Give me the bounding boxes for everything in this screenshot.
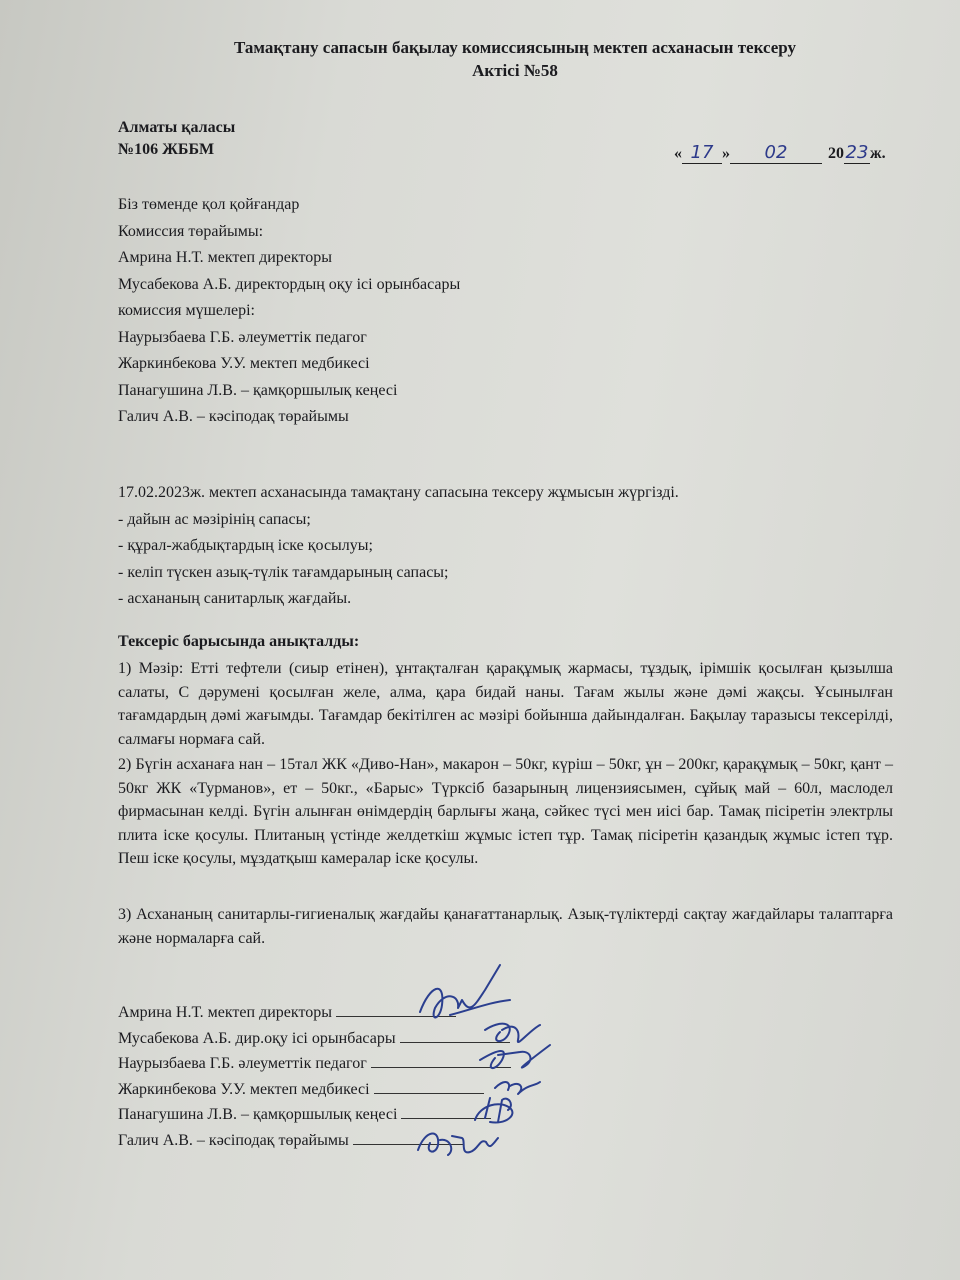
finding-1: 1) Мәзір: Етті тефтели (сиыр етінен), ұнтақталған қарақұмық жармасы, тұздық, ірімшік қосылған қызылша салаты, С дәрумені қосылған желе, алма, қара бидай наны. Тағам жылы және дәмі жақсы. Ұсынылған тағамдардың дәмі жағымды. Тағамдар бекітілген ас мәзірі бойынша дайындалған. Бақылау таразысы тексерілді, салмағы нормаға сай. <box>118 660 893 748</box>
intro-line: Панагушина Л.В. – қамқоршылық кеңесі <box>118 381 398 399</box>
intro-line: Біз төменде қол қойғандар <box>118 196 300 213</box>
intro-line: Амрина Н.Т. мектеп директоры <box>118 249 332 266</box>
date-open-quote: « <box>674 145 682 162</box>
signature-amrina <box>420 965 510 1017</box>
intro-line: комиссия мүшелері: <box>118 302 255 319</box>
title-line-2: Актісі №58 <box>472 61 558 80</box>
finding-3: 3) Асхананың санитарлы-гигиеналық жағдайы қанағаттанарлық. Азық-түліктерді сақтау жағдайлары талаптарға және нормаларға сай. <box>118 906 893 947</box>
signer-name: Галич А.В. – кәсіподақ төрайымы <box>118 1131 349 1149</box>
date-year-suffix: 23 <box>845 142 869 163</box>
title-line-1: Тамақтану сапасын бақылау комиссиясының мектеп асханасын тексеру <box>233 38 796 57</box>
inspection-line: - келіп түскен азық-түлік тағамдарының сапасы; <box>118 563 449 581</box>
signer-name: Наурызбаева Г.Б. әлеуметтік педагог <box>118 1055 367 1072</box>
signature-panagushina <box>475 1098 512 1123</box>
school-label: №106 ЖББМ <box>118 141 215 158</box>
intro-line: Жаркинбекова У.У. мектеп медбикесі <box>118 355 370 372</box>
act-date <box>674 142 886 164</box>
signature-zharkinbekova <box>495 1082 540 1094</box>
signature-nauryzbaeva <box>480 1045 550 1068</box>
findings-heading: Тексеріс барысында анықталды: <box>118 633 360 650</box>
inspection-line: 17.02.2023ж. мектеп асханасында тамақтану сапасына тексеру жұмысын жүргізді. <box>118 484 679 501</box>
commission-list <box>118 192 460 431</box>
date-suffix: ж. <box>870 145 886 162</box>
signer-name: Жаркинбекова У.У. мектеп медбикесі <box>118 1080 370 1098</box>
signer-name: Панагушина Л.В. – қамқоршылық кеңесі <box>118 1106 398 1123</box>
intro-line: Мусабекова А.Б. директордың оқу ісі орынбасары <box>118 275 461 293</box>
inspection-line: - асхананың санитарлық жағдайы. <box>118 590 352 607</box>
signer-name: Мусабекова А.Б. дир.оқу ісі орынбасары <box>118 1029 396 1047</box>
finding-2: 2) Бүгін асханаға нан – 15тал ЖК «Диво-Нан», макарон – 50кг, күріш – 50кг, ұн – 200кг, қарақұмық – 50кг, қант – 50кг ЖК «Турманов», ет – 50кг., «Барыс» Түрксіб базарының лицензиясымен, сұйық май – 60л, маслодел фирмасынан келді. Бүгін алынған өнімдердің барлығы жаңа, сәйкес түсі мен иісі бар. Тамақ пісіретін электрлы плита іске қосулы. Плитаның үстінде желдеткіш жұмыс істеп тұр. Тамақ пісіретін қазандық жұмыс істеп тұр. Пеш іске қосулы, мұздатқыш камералар іске қосулы. <box>118 756 893 867</box>
handwritten-signatures-graphic <box>390 960 590 1175</box>
city-label: Алматы қаласы <box>118 119 236 136</box>
signer-name: Амрина Н.Т. мектеп директоры <box>118 1004 332 1021</box>
intro-line: Комиссия төрайымы: <box>118 222 264 240</box>
signature-musabekova <box>485 1024 540 1042</box>
inspection-line: - дайын ас мәзірінің сапасы; <box>118 510 311 528</box>
intro-line: Галич А.В. – кәсіподақ төрайымы <box>118 408 349 425</box>
inspection-list <box>118 480 679 613</box>
date-month: 02 <box>764 142 788 163</box>
intro-line: Наурызбаева Г.Б. әлеуметтік педагог <box>118 328 367 346</box>
date-day: 17 <box>690 142 714 163</box>
document-title <box>0 36 960 82</box>
date-close-quote: » <box>722 145 730 162</box>
date-year-prefix: 20 <box>828 145 844 162</box>
signature-galich <box>418 1134 498 1155</box>
inspection-line: - құрал-жабдықтардың іске қосылуы; <box>118 537 373 554</box>
